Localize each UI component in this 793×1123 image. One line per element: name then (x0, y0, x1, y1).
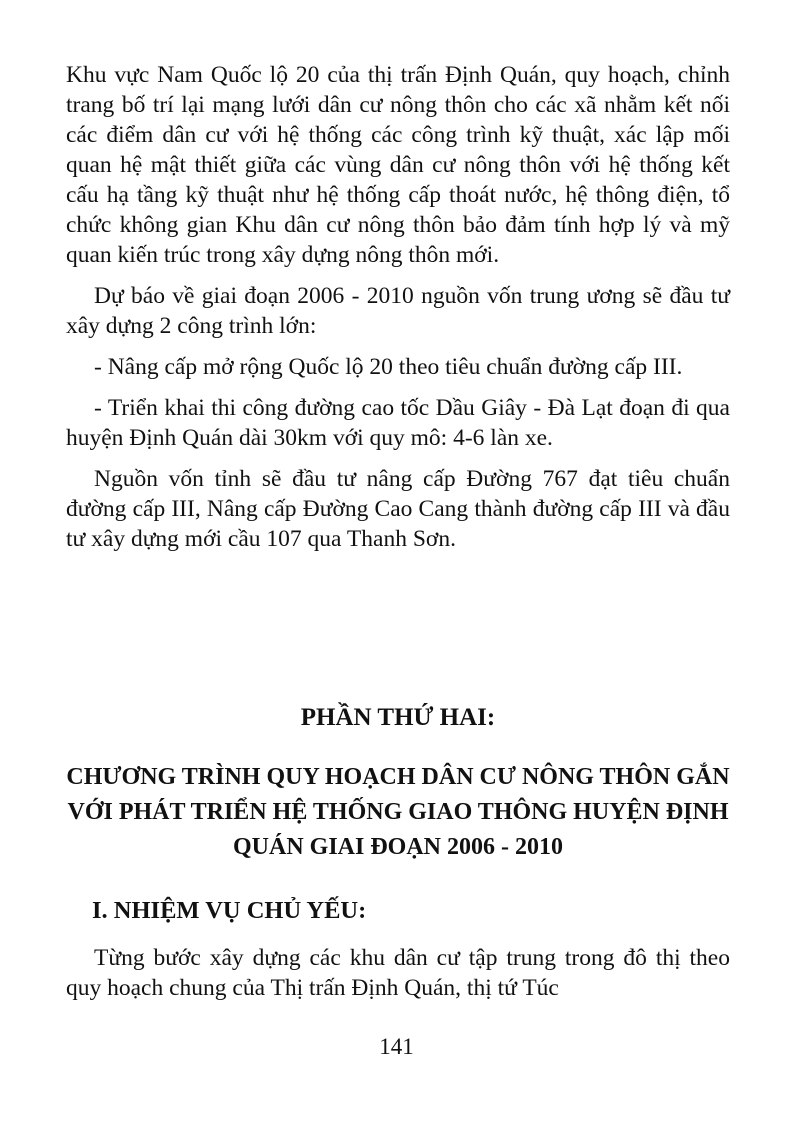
paragraph-expressway: - Triển khai thi công đường cao tốc Dầu Giây - Đà Lạt đoạn đi qua huyện Định Quán dài 30km với quy mô: 4-6 làn xe. (66, 395, 730, 451)
section-heading: I. NHIỆM VỤ CHỦ YẾU: (92, 897, 367, 924)
paragraph-forecast: Dự báo về giai đoạn 2006 - 2010 nguồn vốn trung ương sẽ đầu tư xây dựng 2 công trình lớn: (66, 283, 730, 339)
section-body (66, 943, 730, 1014)
chapter-title: CHƯƠNG TRÌNH QUY HOẠCH DÂN CƯ NÔNG THÔN GẮN VỚI PHÁT TRIỂN HỆ THỐNG GIAO THÔNG HUYỆN ĐỊNH QUÁN GIAI ĐOẠN 2006 - 2010 (66, 764, 730, 860)
paragraph-highway-upgrade: - Nâng cấp mở rộng Quốc lộ 20 theo tiêu chuẩn đường cấp III. (94, 354, 683, 380)
body-text (66, 60, 730, 565)
part-title: PHẦN THỨ HAI: (300, 704, 496, 731)
paragraph-provincial-funds: Nguồn vốn tỉnh sẽ đầu tư nâng cấp Đường 767 đạt tiêu chuẩn đường cấp III, Nâng cấp Đường Cao Cang thành đường cấp III và đầu tư xây dựng mới cầu 107 qua Thanh Sơn. (66, 466, 730, 552)
paragraph-planning: Khu vực Nam Quốc lộ 20 của thị trấn Định Quán, quy hoạch, chỉnh trang bố trí lại mạng lưới dân cư nông thôn cho các xã nhằm kết nối các điểm dân cư với hệ thống các công trình kỹ thuật, xác lập mối quan hệ mật thiết giữa các vùng dân cư nông thôn với hệ thống kết cấu hạ tầng kỹ thuật như hệ thống cấp thoát nước, hệ thông điện, tổ chức không gian Khu dân cư nông thôn bảo đảm tính hợp lý và mỹ quan kiến trúc trong xây dựng nông thôn mới. (66, 62, 730, 268)
paragraph-section-intro: Từng bước xây dựng các khu dân cư tập trung trong đô thị theo quy hoạch chung của Thị trấn Định Quán, thị tứ Túc (66, 945, 730, 1001)
page-number: 141 (379, 1034, 414, 1059)
